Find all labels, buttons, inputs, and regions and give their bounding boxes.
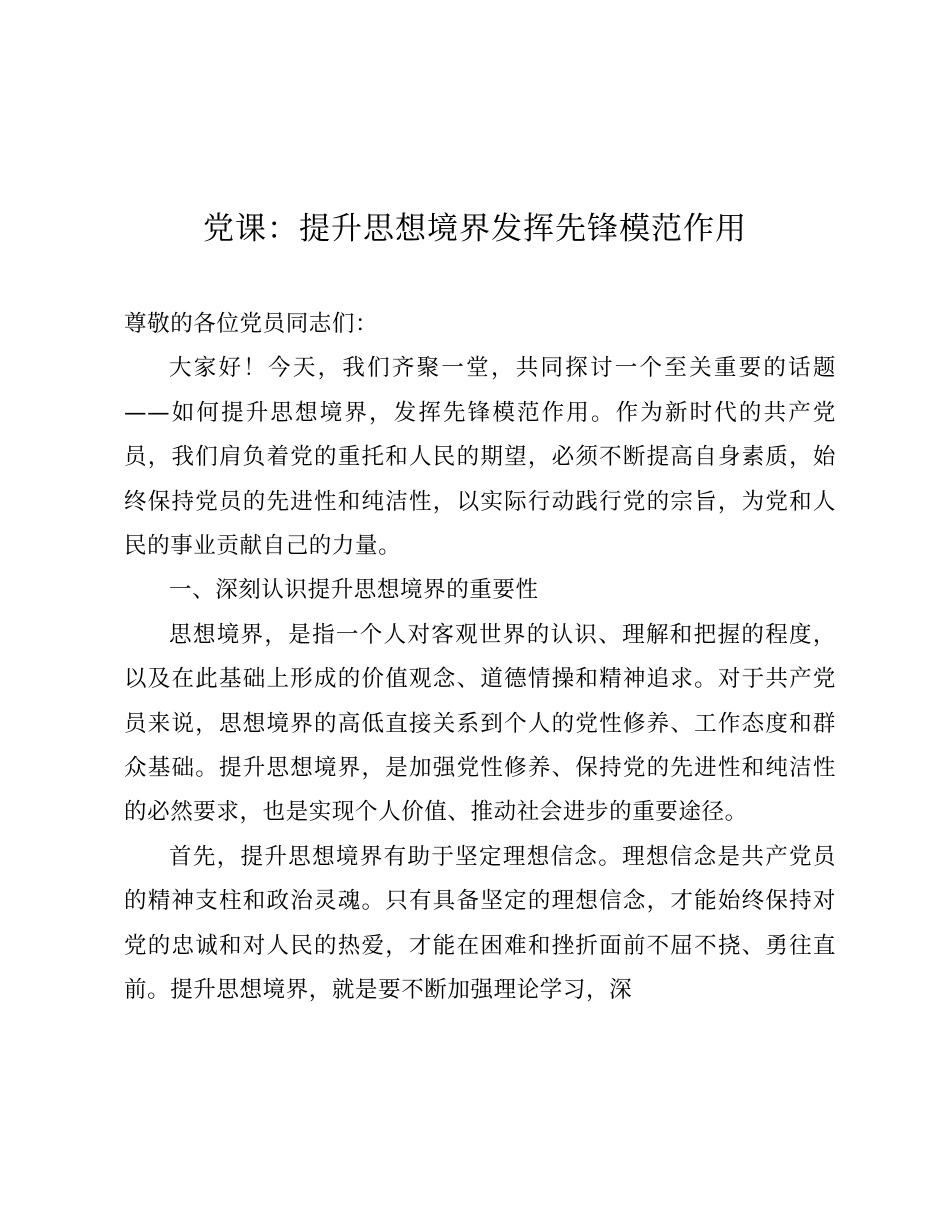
paragraph-definition: 思想境界，是指一个人对客观世界的认识、理解和把握的程度，以及在此基础上形成的价值观念、道德情操和精神追求。对于共产党员来说，思想境界的高低直接关系到个人的党性修养、工作态度和群众基础。提升思想境界，是加强党性修养、保持党的先进性和纯洁性的必然要求，也是实现个人价值、推动社会进步的重要途径。 bbox=[124, 621, 836, 826]
paragraph-intro: 大家好！今天，我们齐聚一堂，共同探讨一个至关重要的话题——如何提升思想境界，发挥先锋模范作用。作为新时代的共产党员，我们肩负着党的重托和人民的期望，必须不断提高自身素质，始终保持党员的先进性和纯洁性，以实际行动践行党的宗旨，为党和人民的事业贡献自己的力量。 bbox=[124, 355, 836, 560]
salutation: 尊敬的各位党员同志们： bbox=[124, 311, 379, 337]
document-body bbox=[124, 302, 836, 1013]
document-title: 党课：提升思想境界发挥先锋模范作用 bbox=[203, 211, 747, 247]
section-heading-1: 一、深刻认识提升思想境界的重要性 bbox=[169, 577, 539, 604]
paragraph-first-point: 首先，提升思想境界有助于坚定理想信念。理想信念是共产党员的精神支柱和政治灵魂。只有具备坚定的理想信念，才能始终保持对党的忠诚和对人民的热爱，才能在困难和挫折面前不屈不挠、勇往直前。提升思想境界，就是要不断加强理论学习，深 bbox=[124, 843, 836, 1004]
